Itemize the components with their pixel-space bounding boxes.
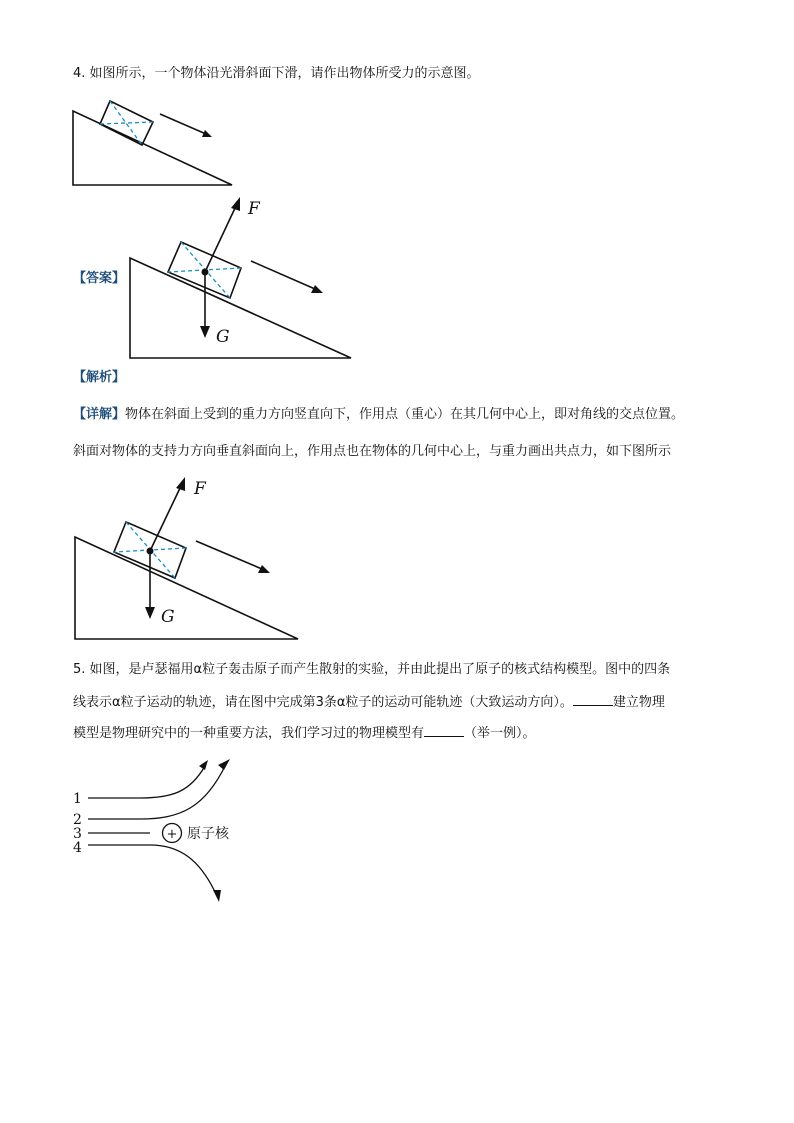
track-1-path [88, 766, 205, 798]
track-label-2: 2 [73, 812, 82, 828]
track-4-path [88, 845, 216, 894]
q5-line-1: 5. 如图，是卢瑟福用α粒子轰击原子而产生散射的实验，并由此提出了原子的核式结构模型。图中的四条 [73, 662, 671, 677]
q4-question: 4. 如图所示，一个物体沿光滑斜面下滑，请作出物体所受力的示意图。 [73, 66, 480, 81]
q5-line-3-tail: （举一例）。 [464, 726, 536, 741]
track-label-3: 3 [73, 826, 82, 842]
q5-line-2-tail: 建立物理 [612, 695, 665, 710]
q5-line-3-text: 模型是物理研究中的一种重要方法，我们学习过的物理模型有 [73, 726, 425, 741]
arrowhead [218, 759, 230, 770]
force-g-label: G [161, 607, 175, 627]
force-g-label: G [216, 327, 230, 347]
answer-tag: 【答案】 [73, 271, 126, 286]
nucleus-plus-icon: + [166, 827, 178, 842]
detail-text-1: 物体在斜面上受到的重力方向竖直向下，作用点（重心）在其几何中心上，即对角线的交点位置。 [125, 407, 685, 422]
analysis-tag: 【解析】 [73, 370, 126, 385]
track-2-path [88, 764, 226, 819]
arrowhead [213, 890, 221, 902]
track-label-1: 1 [73, 791, 82, 807]
detail-line-2: 斜面对物体的支持力方向垂直斜面向上，作用点也在物体的几何中心上，与重力画出共点力，如下图所示 [73, 444, 672, 459]
detail-tag: 【详解】 [73, 407, 126, 422]
arrowhead [199, 760, 208, 770]
nucleus-label: 原子核 [187, 826, 229, 842]
force-f-label: F [248, 199, 260, 219]
track-label-4: 4 [73, 840, 82, 856]
force-f-label: F [194, 479, 206, 499]
q5-line-2-text: 线表示α粒子运动的轨迹，请在图中完成第3条α粒子的运动可能轨迹（大致运动方向）。 [73, 695, 573, 710]
